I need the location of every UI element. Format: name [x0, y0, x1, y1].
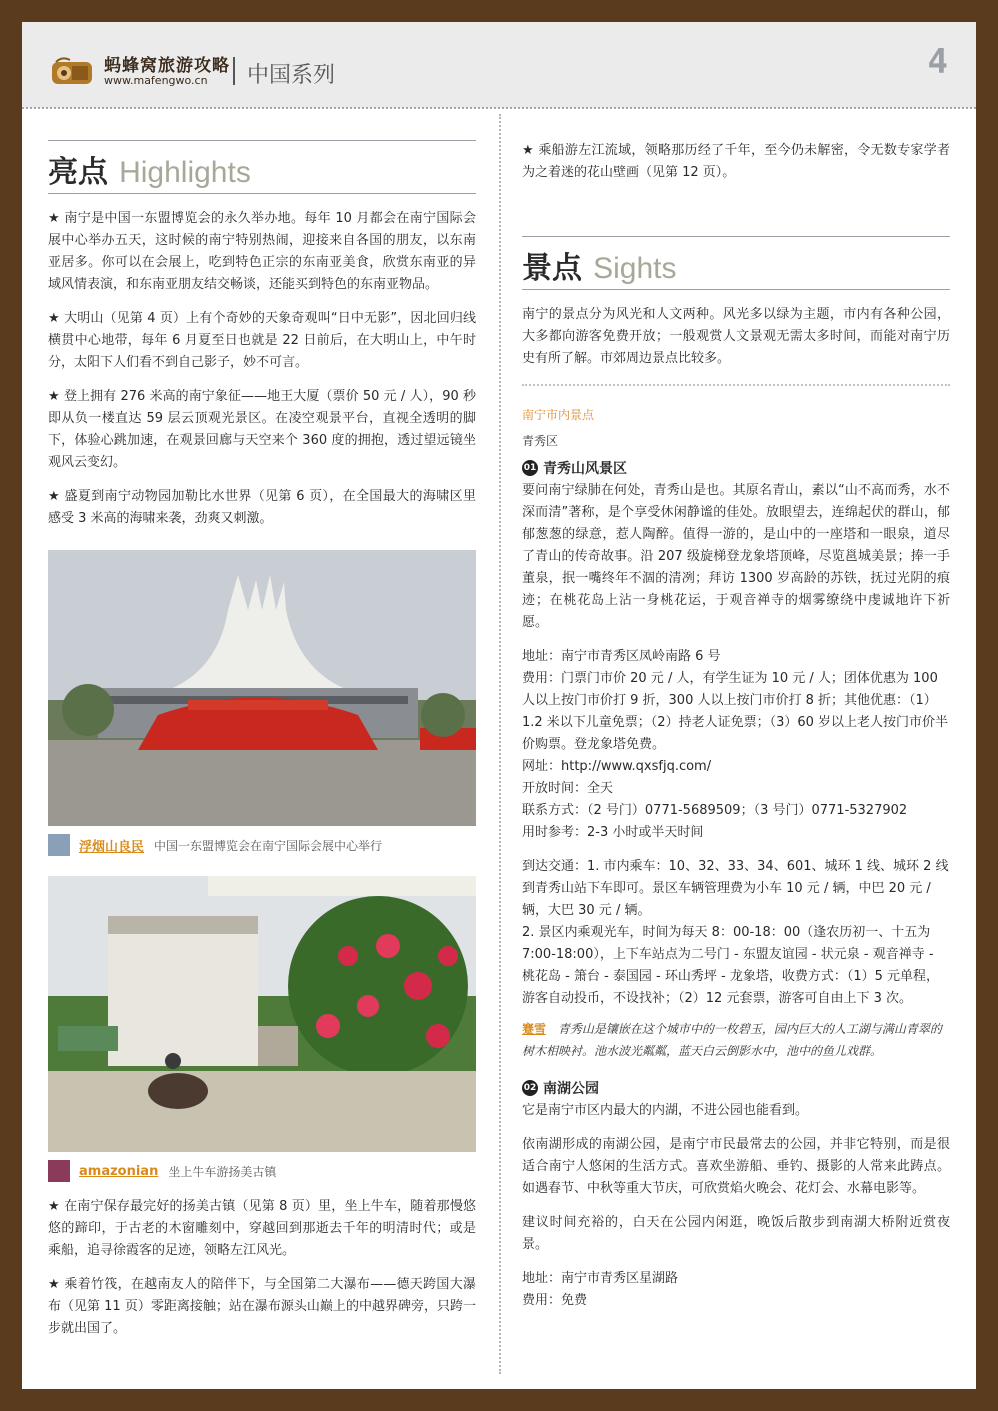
sight-transport: 到达交通：1. 市内乘车：10、32、33、34、601、城环 1 线、城环 2 线到青秀山站下车即可。景区车辆管理费为小车 10 元 / 辆，中巴 20 元 / 辆，大巴 30 元 / 辆。 [522, 859, 949, 918]
sight-title [522, 458, 950, 478]
sight-duration: 用时参考：2-3 小时或半天时间 [522, 825, 704, 840]
sight-description: 建议时间充裕的，白天在公园内闲逛，晚饭后散步到南湖大桥附近赏夜景。 [522, 1215, 950, 1252]
sight-transport: 2. 景区内乘观光车，时间为每天 8：00-18：00（逢农历初一、十五为 7:00-18:00），上下车站点为二号门 - 东盟友谊园 - 状元泉 - 观音禅寺 - 桃花岛 - 箫台 - 泰国园 - 环山秀坪 - 龙象塔，收费方式：（1）5 元单程，游客自动投币，不设找补；（2）12 元套票，游客可自由上下 3 次。 [522, 925, 939, 1006]
sight-website[interactable]: 网址：http://www.qxsfjq.com/ [522, 759, 712, 774]
sight-contact: 联系方式：（2 号门）0771-5689509；（3 号门）0771-5327902 [522, 803, 908, 818]
expo-center-photo [48, 550, 476, 826]
page [22, 22, 976, 1389]
sight-name: 青秀山风景区 [543, 461, 627, 477]
highlights-title-cn: 亮点 [48, 155, 108, 190]
sights-title-cn: 景点 [522, 251, 582, 286]
sight-address: 地址：南宁市青秀区星湖路 [522, 1271, 679, 1286]
number-badge: 02 [522, 1080, 538, 1096]
sights-intro: 南宁的景点分为风光和人文两种。风光多以绿为主题，市内有各种公园，大多都向游客免费开放；一般观赏人文景观无需太多时间，而能对南宁历史有所了解。市郊周边景点比较多。 [522, 307, 950, 366]
sight-address: 地址：南宁市青秀区凤岭南路 6 号 [522, 649, 721, 664]
photo-author-link[interactable]: amazonian [79, 1163, 159, 1179]
ox-cart-photo [48, 876, 476, 1152]
highlights-title-en: Highlights [119, 156, 251, 189]
sight-description: 要问南宁绿肺在何处，青秀山是也。其原名青山，素以“山不高而秀，水不深而清”著称，是个享受休闲静谧的佳处。放眼望去，连绵起伏的群山，郁郁葱葱的绿意，惹人陶醉。值得一游的，是山中的一座塔和一眼泉，道尽了青山的传奇故事。沿 207 级旋梯登龙象塔顶峰，尽览邕城美景；捧一手董泉，抿一嘴终年不涸的清冽；拜访 1300 岁高龄的苏铁，抚过光阴的痕迹；在桃花岛上沾一身桃花运，于观音禅寺的烟雾缭绕中虔诚地许下祈愿。 [522, 483, 950, 630]
brand-url[interactable]: www.mafengwo.cn [104, 74, 208, 87]
sight-hours: 开放时间：全天 [522, 781, 614, 796]
expo-center-illustration [48, 550, 476, 826]
category-label: 南宁市内景点 [522, 408, 595, 422]
highlight-paragraph: ★ 登上拥有 276 米高的南宁象征——地王大厦（票价 50 元 / 人），90 秒即从负一楼直达 59 层云顶观光景区。在凌空观景平台，直视全透明的脚下，体验心跳加速，在观景回廊与天空来个 360 度的拥抱，透过望远镜坐观风云变幻。 [48, 389, 476, 470]
sight-title [522, 1078, 950, 1098]
highlight-paragraph: ★ 南宁是中国一东盟博览会的永久举办地。每年 10 月都会在南宁国际会展中心举办五天，这时候的南宁特别热闹，迎接来自各国的朋友，以东南亚居多。你可以在会展上，吃到特色正宗的东南亚美食，欣赏东南亚的异域风情表演，和东南亚朋友结交畅谈，还能买到特色的东南亚物品。 [48, 211, 476, 292]
sight-fee: 费用：免费 [522, 1293, 588, 1308]
highlight-paragraph: ★ 乘船游左江流域，领略那历经了千年，至今仍未解密，令无数专家学者为之着迷的花山壁画（见第 12 页）。 [522, 143, 950, 180]
right-column [522, 140, 950, 1312]
sight-description: 依南湖形成的南湖公园，是南宁市民最常去的公园，并非它特别，而是很适合南宁人悠闲的生活方式。喜欢坐游船、垂钓、摄影的人常来此踌点。如遇春节、中秋等重大节庆，可欣赏焰火晚会、花灯会、水幕电影等。 [522, 1137, 950, 1196]
sights-heading [522, 236, 950, 290]
ox-cart-illustration [48, 876, 476, 1152]
section-divider [522, 384, 950, 386]
sights-title-en: Sights [593, 252, 677, 285]
sight-name: 南湖公园 [543, 1081, 599, 1097]
header [22, 22, 976, 108]
sight-description: 它是南宁市区内最大的内湖，不进公园也能看到。 [522, 1103, 809, 1118]
avatar[interactable] [48, 834, 70, 856]
series-title: 中国系列 [247, 63, 336, 88]
avatar[interactable] [48, 1160, 70, 1182]
highlight-paragraph: ★ 大明山（见第 4 页）上有个奇妙的天象奇观叫“日中无影”，因北回归线横贯中心地带，每年 6 月夏至日也就是 22 日前后，在大明山上，中午时分，太阳下人们看不到自己影子，妙不可言。 [48, 311, 476, 370]
photo-caption [48, 1160, 476, 1182]
header-divider [22, 107, 976, 109]
page-number: 4 [927, 42, 948, 82]
header-separator [233, 57, 235, 85]
photo-caption [48, 834, 476, 856]
spacer [522, 196, 950, 236]
photo-caption-text: 中国一东盟博览会在南宁国际会展中心举行 [154, 838, 383, 853]
user-quote [522, 1018, 950, 1062]
highlight-paragraph: ★ 乘着竹筏，在越南友人的陪伴下，与全国第二大瀑布——德天跨国大瀑布（见第 11 页）零距离接触；站在瀑布源头山巅上的中越界碑旁，只跨一步就出国了。 [48, 1277, 476, 1336]
photo-caption-text: 坐上牛车游扬美古镇 [168, 1164, 277, 1179]
number-badge: 01 [522, 460, 538, 476]
highlight-paragraph: ★ 盛夏到南宁动物园加勒比水世界（见第 6 页），在全国最大的海啸区里感受 3 米高的海啸来袭，劲爽又刺激。 [48, 489, 476, 526]
photo-author-link[interactable]: 浮烟山良民 [79, 839, 145, 855]
sight-fee: 费用：门票门市价 20 元 / 人，有学生证为 10 元 / 人；团体优惠为 100 人以上按门市价打 9 折，300 人以上按门市价打 8 折；其他优惠：（1）1.2 米以下儿童免票；（2）持老人证免票；（3）60 岁以上老人按门市价半价购票。登龙象塔免费。 [522, 671, 949, 752]
highlights-heading [48, 140, 476, 194]
column-divider [499, 114, 501, 1374]
mafengwo-logo-icon [50, 56, 94, 86]
left-column [48, 140, 476, 1352]
brand-name: 蚂蜂窝旅游攻略 [104, 56, 230, 76]
quote-text: 青秀山是镶嵌在这个城市中的一枚碧玉，园内巨大的人工湖与满山青翠的树木相映衬。池水波光粼粼，蓝天白云倒影水中，池中的鱼儿戏群。 [522, 1022, 942, 1058]
district-label: 青秀区 [522, 434, 559, 448]
highlight-paragraph: ★ 在南宁保存最完好的扬美古镇（见第 8 页）里，坐上牛车，随着那慢悠悠的蹄印，于古老的木窗雕刻中，穿越回到那逝去千年的明清时代；或是乘船，追寻徐霞客的足迹，领略左江风光。 [48, 1199, 476, 1258]
quote-author-link[interactable]: 蹇雪 [522, 1022, 547, 1036]
